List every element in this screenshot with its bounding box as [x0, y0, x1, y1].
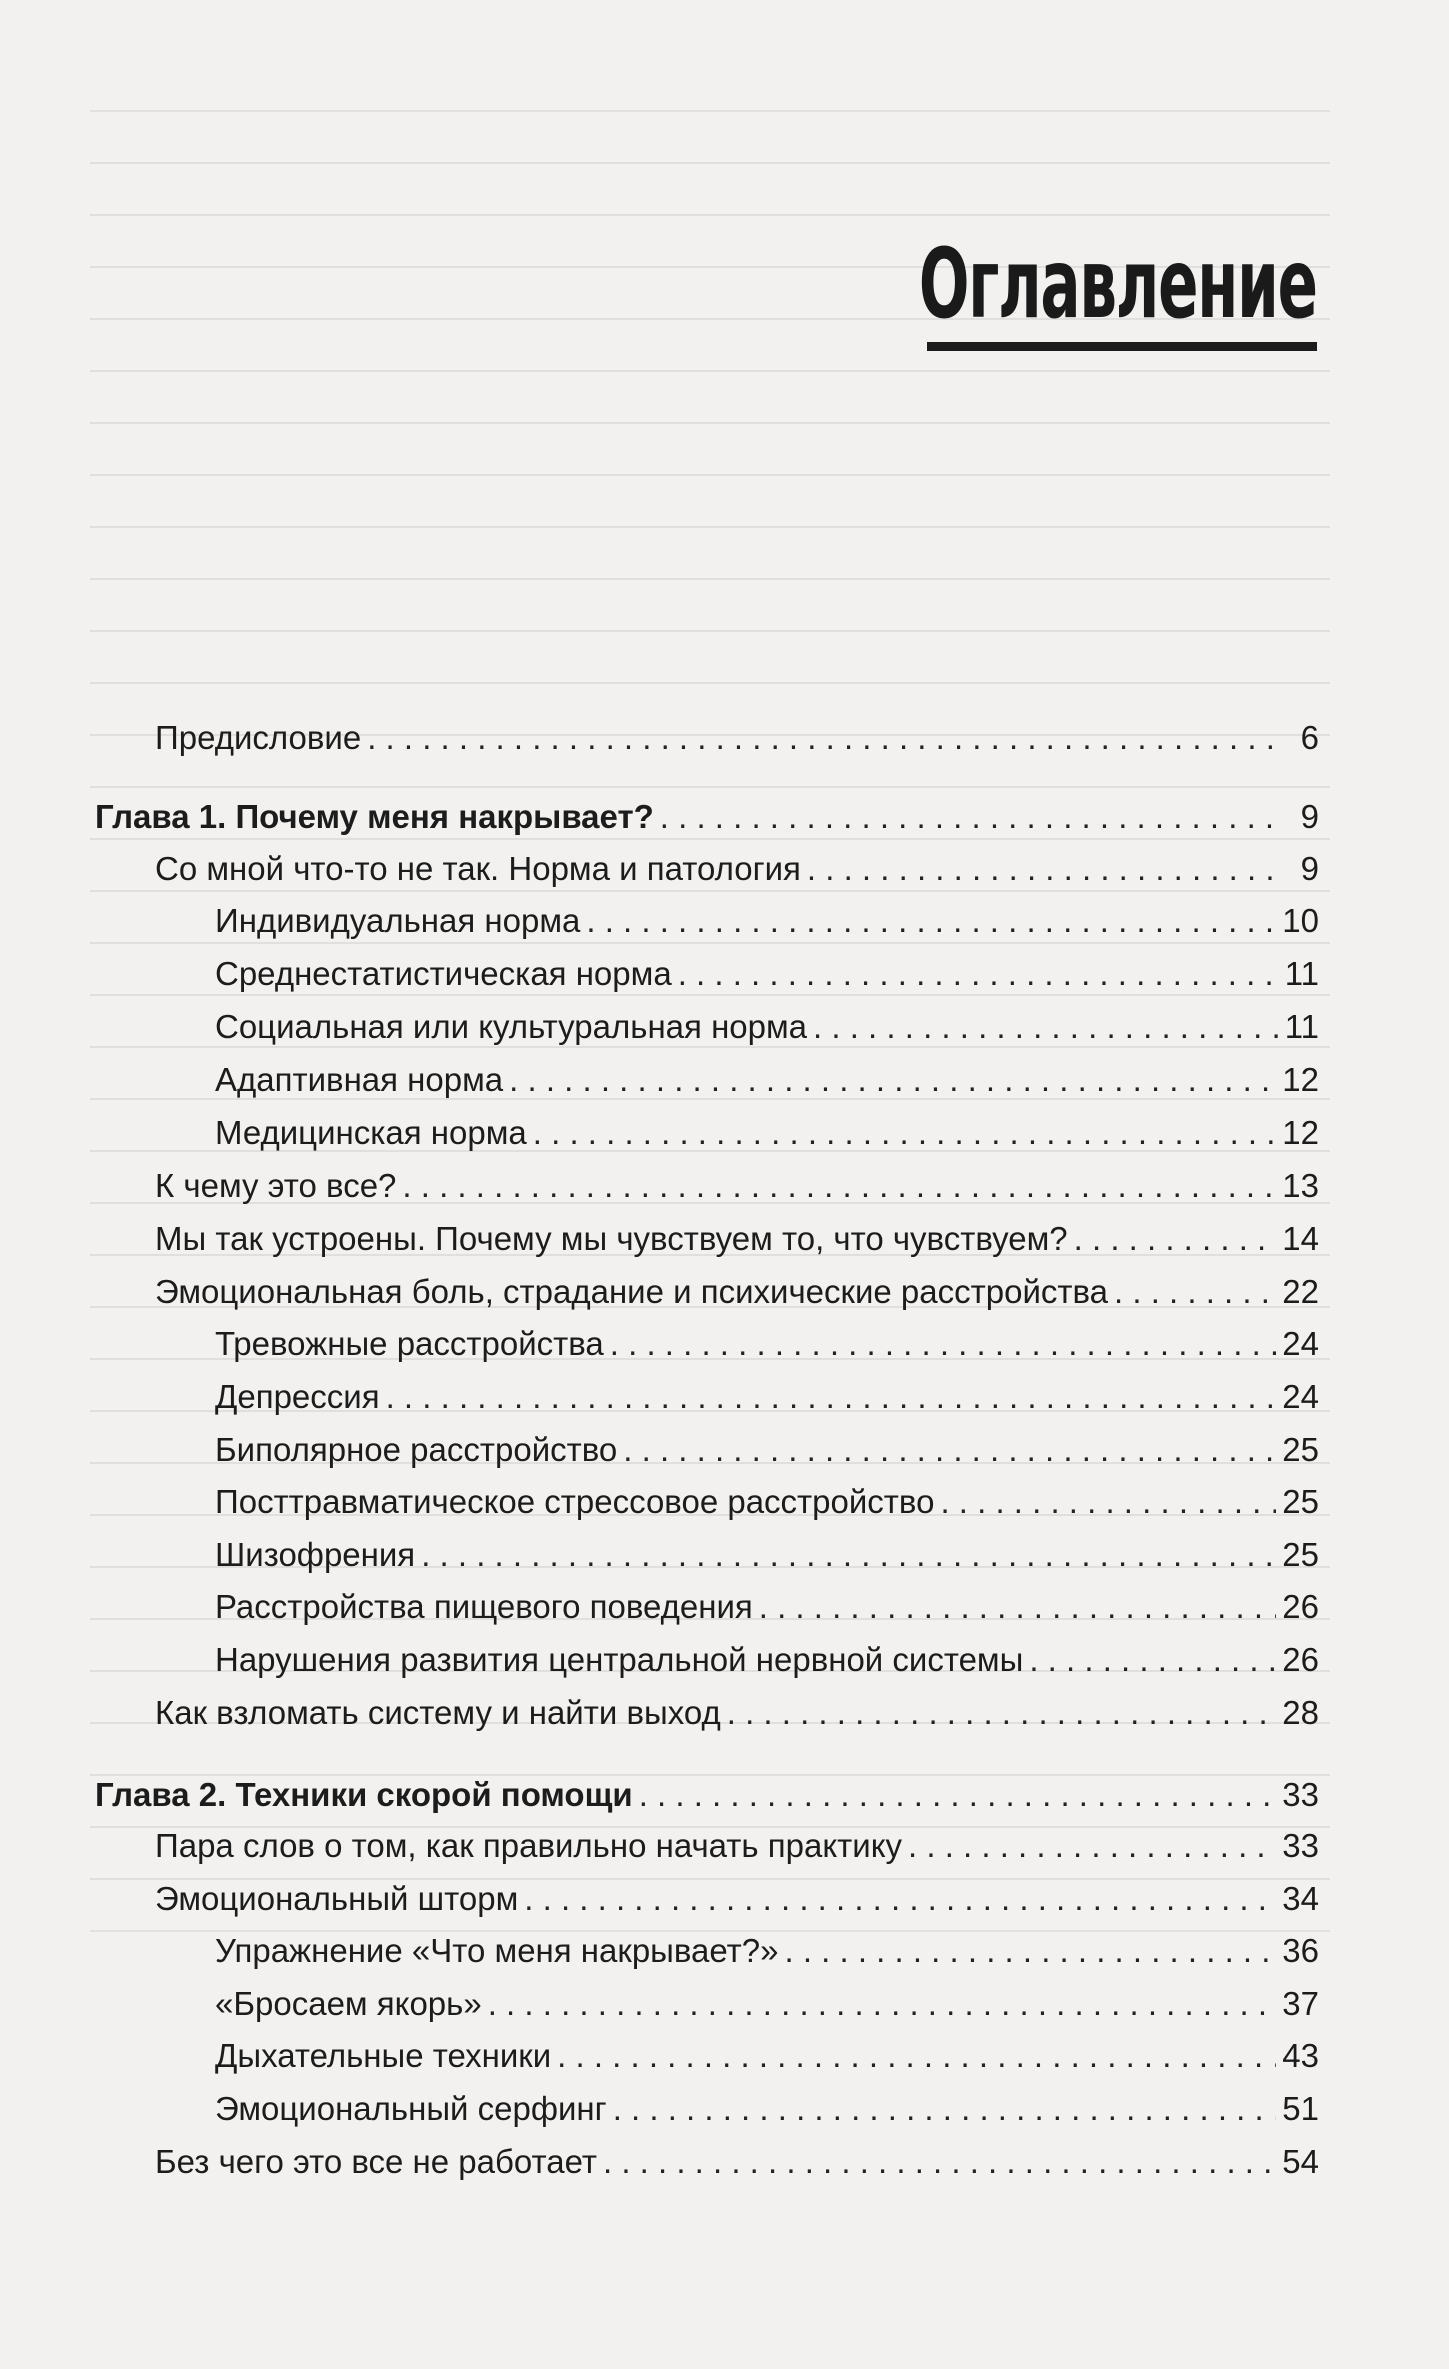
toc-entry-title: Депрессия: [215, 1378, 380, 1415]
toc-entry-title: Адаптивная норма: [215, 1061, 504, 1098]
toc-entry-title: Индивидуальная норма: [215, 902, 581, 939]
toc-entry-page: 43: [1282, 2037, 1319, 2074]
leader-dots: [557, 2036, 1276, 2076]
toc-entry-title: Пара слов о том, как правильно начать практику: [155, 1827, 903, 1864]
leader-dots: [533, 1113, 1277, 1153]
toc-entry: [155, 1166, 1319, 1206]
toc-entry-page: 33: [1282, 1776, 1319, 1813]
toc-entry-page: 12: [1282, 1114, 1319, 1151]
leader-dots: [784, 1931, 1276, 1971]
toc-entry: [215, 1640, 1319, 1680]
toc-entry-title: Биполярное расстройство: [215, 1431, 618, 1468]
toc-entry: [155, 849, 1319, 889]
toc-entry: [155, 1693, 1319, 1733]
toc-entry-page: 13: [1282, 1167, 1319, 1204]
heading-underline: [927, 342, 1317, 351]
leader-dots: [1029, 1640, 1276, 1680]
toc-entry: [215, 1984, 1319, 2024]
toc-entry: [215, 1060, 1319, 1100]
leader-dots: [386, 1377, 1277, 1417]
toc-entry-page: 25: [1282, 1431, 1319, 1468]
leader-dots: [678, 954, 1279, 994]
toc-entry: [215, 1482, 1319, 1522]
leader-dots: [940, 1482, 1276, 1522]
toc-entry-title: Упражнение «Что меня накрывает?»: [215, 1932, 779, 1969]
leader-dots: [586, 901, 1276, 941]
toc-entry: [155, 1879, 1319, 1919]
toc-entry-page: 11: [1284, 1008, 1319, 1045]
toc-entry: [215, 2089, 1319, 2129]
toc-entry-page: 51: [1282, 2090, 1319, 2127]
toc-entry: [155, 718, 1319, 758]
leader-dots: [759, 1587, 1277, 1627]
toc-entry-page: 34: [1282, 1880, 1319, 1917]
toc-entry-title: Эмоциональный шторм: [155, 1880, 519, 1917]
leader-dots: [488, 1984, 1277, 2024]
leader-dots: [402, 1166, 1276, 1206]
toc-entry-page: 9: [1300, 850, 1319, 887]
toc-entry-page: 26: [1282, 1641, 1319, 1678]
leader-dots: [367, 718, 1283, 758]
toc-entry: [215, 2036, 1319, 2076]
toc-entry: [215, 1430, 1319, 1470]
toc-entry: [155, 1219, 1319, 1259]
toc-entry-title: Эмоциональная боль, страдание и психические расстройства: [155, 1273, 1109, 1310]
toc-entry-title: Социальная или культуральная норма: [215, 1008, 808, 1045]
leader-dots: [509, 1060, 1276, 1100]
toc-entry-title: Шизофрения: [215, 1536, 416, 1573]
leader-dots: [1114, 1272, 1276, 1312]
leader-dots: [727, 1693, 1277, 1733]
leader-dots: [613, 2089, 1277, 2129]
toc-entry-title: Глава 1. Почему меня накрывает?: [95, 798, 654, 835]
toc-entry: [155, 1826, 1319, 1866]
toc-entry: [215, 1113, 1319, 1153]
toc-entry-page: 24: [1282, 1325, 1319, 1362]
toc-entry-page: 36: [1282, 1932, 1319, 1969]
toc-entry-page: 25: [1282, 1536, 1319, 1573]
toc-entry-page: 11: [1284, 955, 1319, 992]
leader-dots: [603, 2142, 1276, 2182]
leader-dots: [908, 1826, 1276, 1866]
toc-entry-title: Глава 2. Техники скорой помощи: [95, 1776, 633, 1813]
leader-dots: [421, 1535, 1276, 1575]
toc-entry: [215, 901, 1319, 941]
leader-dots: [623, 1430, 1276, 1470]
toc-entry: [215, 954, 1319, 994]
toc-entry: [215, 1587, 1319, 1627]
toc-entry-title: Со мной что-то не так. Норма и патология: [155, 850, 801, 887]
toc-entry: [215, 1007, 1319, 1047]
toc-entry-page: 33: [1282, 1827, 1319, 1864]
toc-entry-title: Расстройства пищевого поведения: [215, 1588, 753, 1625]
toc-entry-title: Эмоциональный серфинг: [215, 2090, 607, 2127]
toc-entry-page: 22: [1282, 1273, 1319, 1310]
toc-entry-title: Как взломать систему и найти выход: [155, 1694, 721, 1731]
toc-entry-title: Посттравматическое стрессовое расстройство: [215, 1483, 935, 1520]
toc-entry: [215, 1377, 1319, 1417]
leader-dots: [610, 1324, 1277, 1364]
toc-entry-page: 28: [1282, 1694, 1319, 1731]
toc-entry-page: 14: [1282, 1220, 1319, 1257]
toc-entry-page: 9: [1300, 798, 1319, 835]
toc-entry: [155, 1272, 1319, 1312]
toc-entry-title: К чему это все?: [155, 1167, 397, 1204]
toc-entry: [215, 1324, 1319, 1364]
toc-entry-title: Тревожные расстройства: [215, 1325, 604, 1362]
toc-entry-title: Без чего это все не работает: [155, 2143, 597, 2180]
toc-entry-page: 10: [1282, 902, 1319, 939]
leader-dots: [807, 849, 1283, 889]
toc-entry-title: Среднестатистическая норма: [215, 955, 672, 992]
toc-heading: [675, 228, 1317, 351]
toc-entry-title: Медицинская норма: [215, 1114, 527, 1151]
leader-dots: [639, 1775, 1277, 1815]
toc-entry-title: Дыхательные техники: [215, 2037, 552, 2074]
toc-entry-page: 12: [1282, 1061, 1319, 1098]
toc-entry-title: Нарушения развития центральной нервной системы: [215, 1641, 1024, 1678]
toc-entry-page: 25: [1282, 1483, 1319, 1520]
toc-entry-title: Мы так устроены. Почему мы чувствуем то, что чувствуем?: [155, 1220, 1068, 1257]
toc-entry-page: 24: [1282, 1378, 1319, 1415]
page-title: Оглавление: [919, 228, 1317, 340]
toc-entry-page: 26: [1282, 1588, 1319, 1625]
toc-entry-title: «Бросаем якорь»: [215, 1985, 482, 2022]
toc-entry-page: 6: [1300, 719, 1319, 756]
toc-entry: [215, 1931, 1319, 1971]
leader-dots: [1074, 1219, 1277, 1259]
leader-dots: [813, 1007, 1279, 1047]
toc-entry: [215, 1535, 1319, 1575]
leader-dots: [660, 797, 1283, 837]
toc-entry-page: 54: [1282, 2143, 1319, 2180]
toc-entry-title: Предисловие: [155, 719, 362, 756]
leader-dots: [524, 1879, 1276, 1919]
toc-entry: [155, 2142, 1319, 2182]
toc-chapter: [95, 797, 1319, 837]
toc-chapter: [95, 1775, 1319, 1815]
toc-entry-page: 37: [1282, 1985, 1319, 2022]
